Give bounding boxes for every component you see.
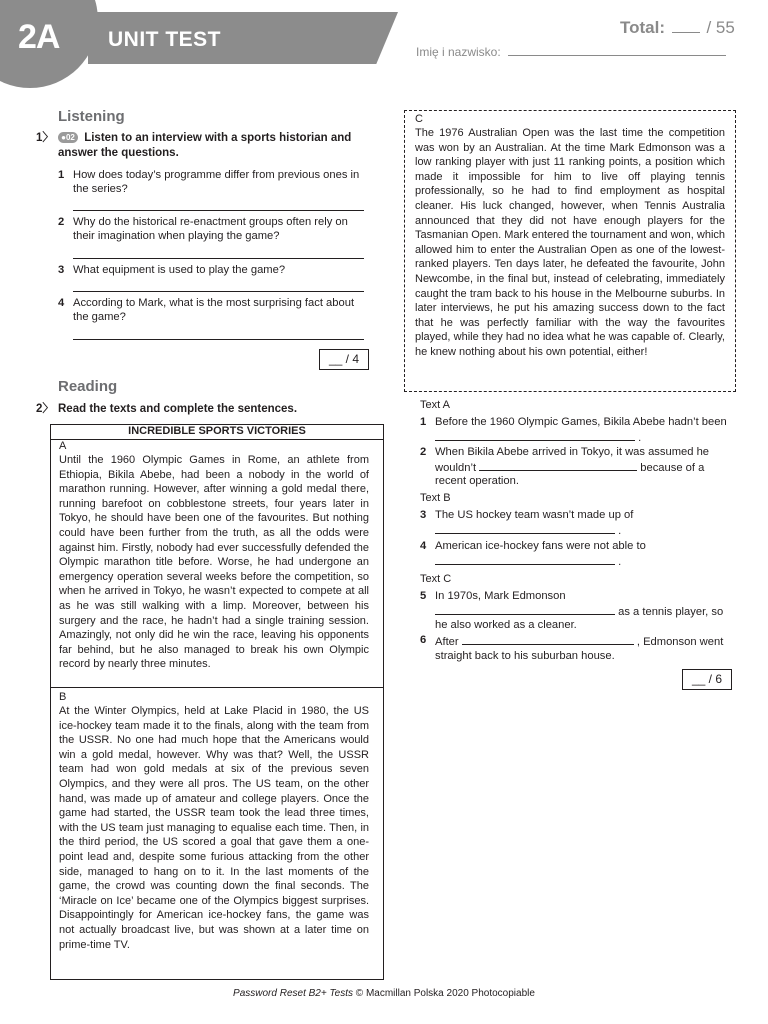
name-blank[interactable] [508,55,726,56]
text-c-body: The 1976 Australian Open was the last time the competition was won by an Australian. At the time Mark Edmonson was a low ranking player with just 11 ranking points, a position which made it impossible for him to live off playing tennis professionally, so he had to find employment as hospital cleaner. His luck changed, however, when Tennis Australia announced that they did not have enough players for the Tasmanian Open. Mark entered the tournament and won, which allowed him to enter the Australian Open as one of the lowest-ranked players. Ten days later, he defeated the favourite, John Newcombe, in the final but, instead of celebrating, immediately caught the tram back to his house in the Melbourne suburbs. In later interviews, he put his amazing success down to the fact that he was perfectly familiar with the way the favourites played, while they had no idea what he was capable of. Clearly, he knew nothing about his own potential, either! [415,127,726,358]
reading-heading: Reading [58,378,118,395]
text-a-label: Text A [420,399,450,411]
answer-line-3[interactable] [73,291,364,292]
name-field [416,45,726,59]
unit-number: 2A [18,18,60,56]
text-a-body: Until the 1960 Olympic Games in Rome, an athlete from Ethiopia, Bikila Abebe, had been a nobody in the world of marathon running. However, after winning a gold medal there, running barefoot on cobblestone streets, four years later in Tokyo, he should have been one of the favourites. But nothing could have been further from the truth, as all the odds were against him. Firstly, nobody had ever successfully defended the Olympic marathon title before. Worse, he had undergone an emergency operation several weeks before the competition, so when he arrived in Tokyo, he wasn’t expected to compete at all as he was still walking with a limp. Moreover, between his surgery and the race, he hadn’t had a single training session. Amazingly, not only did he win the race, leaving his opponents far behind, but he also managed to break his own Olympic record by nearly three minutes. [59,454,369,671]
answer-line-2[interactable] [73,258,364,259]
blank-6[interactable] [462,634,634,645]
blank-1[interactable] [435,430,635,441]
text-a [59,440,369,672]
total-blank[interactable] [672,32,700,33]
page-title: UNIT TEST [108,28,221,51]
text-b [59,691,369,952]
text-b-body: At the Winter Olympics, held at Lake Placid in 1980, the US ice-hockey team made it to the finals, along with the team from the USSR. No one had much hope that the Americans would win a gold medal, however. Why was that? Well, the USSR team had won gold medals at six of the previous seven Olympics, and they were all pros. The US team, on the other hand, was made up of amateur and college players. Once the game had started, the USSR team took the lead three times, with the US team just managing to equalise each time. Then, in the third period, the US scored a goal that gave them a one-point lead and, despite some furious attacking from the other side, managed to hang on to it. In the last moments of the game, the crowd was counting down the final seconds. The ‘Miracle on Ice’ became one of the Olympics biggest surprises. Disappointingly for American ice-hockey fans, the game was not actually broadcast live, but was shown at a later time on prime-time TV. [59,705,369,951]
text-b-letter: B [59,691,67,703]
text-c-label: Text C [420,573,452,585]
reading-instruction: Read the texts and complete the sentences. [58,403,298,415]
text-b-label: Text B [420,492,451,504]
text-a-letter: A [59,440,67,452]
blank-4[interactable] [435,554,615,565]
answer-line-4[interactable] [73,339,364,340]
total-label: Total: [620,18,666,37]
answer-line-1[interactable] [73,210,364,211]
listening-score[interactable]: __ / 4 [319,349,369,370]
blank-3[interactable] [435,523,615,534]
listening-instruction: ●02 Listen to an interview with a sports historian and answer the questions. [58,132,352,159]
total-max: / 55 [706,18,735,37]
reading-score[interactable]: __ / 6 [682,669,732,690]
listening-heading: Listening [58,108,125,125]
cd-icon: ●02 [58,132,78,143]
task-number: 2〉 [36,403,54,415]
total-score [620,18,735,38]
task-number: 1〉 [36,132,54,144]
divider [51,687,383,688]
name-label: Imię i nazwisko: [416,45,501,59]
blank-2[interactable] [479,460,637,471]
footer-book: Password Reset B2+ Tests [233,988,354,999]
footer [0,988,768,999]
text-c [415,113,725,360]
blank-5[interactable] [435,604,615,615]
text-c-letter: C [415,113,423,125]
box-title: INCREDIBLE SPORTS VICTORIES [51,424,383,440]
footer-copyright: © Macmillan Polska 2020 Photocopiable [355,988,535,999]
